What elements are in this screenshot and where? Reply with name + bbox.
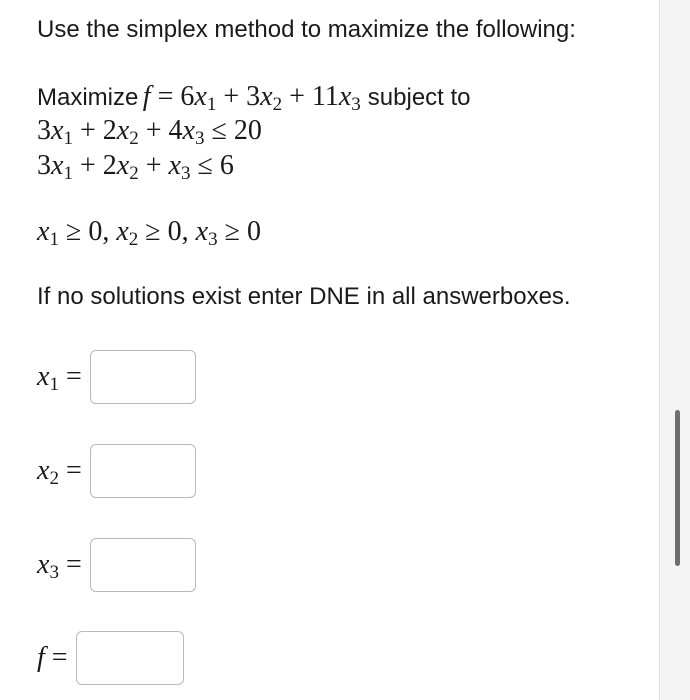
- objective-equals: =: [157, 81, 174, 112]
- nonnegativity-constraints: [37, 216, 261, 248]
- question-title: Use the simplex method to maximize the following:: [37, 16, 576, 43]
- objective-variable: f: [142, 81, 151, 112]
- objective-term-1-coef: 6: [180, 81, 195, 112]
- answer-x1-equals: =: [65, 361, 82, 392]
- answer-x2-var: x: [37, 455, 50, 486]
- answer-input-x2[interactable]: [90, 444, 196, 498]
- objective-term-2-sub: 2: [272, 93, 283, 115]
- constraint-1-term-3-sub: 3: [194, 127, 205, 149]
- nonneg-2-sub: 2: [128, 228, 139, 250]
- constraint-1-term-3-var: x: [182, 115, 195, 146]
- constraint-2: [37, 150, 234, 182]
- nonneg-1-var: x: [37, 216, 50, 247]
- constraint-2-term-1-sub: 1: [63, 162, 73, 184]
- instructions-text: If no solutions exist enter DNE in all answerboxes.: [37, 283, 571, 310]
- nonneg-2-value: 0: [167, 216, 182, 247]
- objective-plus-2: +: [289, 81, 305, 112]
- objective-function: [37, 81, 471, 113]
- nonneg-3-sub: 3: [208, 228, 218, 250]
- nonneg-3-relation: ≥: [224, 216, 240, 247]
- constraint-2-rhs: 6: [219, 150, 234, 181]
- constraint-1: [37, 115, 262, 147]
- objective-term-3-var: x: [338, 81, 352, 112]
- constraint-2-term-2-sub: 2: [129, 162, 139, 184]
- objective-prefix: Maximize: [37, 84, 139, 111]
- constraint-1-term-1-coef: 3: [37, 115, 51, 146]
- constraint-2-relation: ≤: [197, 150, 213, 181]
- constraint-1-plus-2: +: [145, 115, 162, 146]
- nonneg-1-sub: 1: [49, 228, 59, 250]
- constraint-2-term-2-var: x: [116, 150, 130, 181]
- answer-row-x3: [37, 538, 196, 592]
- nonneg-3-value: 0: [246, 216, 261, 247]
- objective-term-1-sub: 1: [206, 93, 217, 115]
- answer-label-x1: [37, 361, 82, 393]
- objective-term-2-var: x: [260, 81, 273, 112]
- answer-f-equals: =: [51, 642, 68, 673]
- nonneg-2-relation: ≥: [145, 216, 161, 247]
- nonneg-2-var: x: [116, 216, 129, 247]
- constraint-1-term-2-sub: 2: [129, 127, 139, 149]
- objective-suffix: subject to: [367, 84, 471, 111]
- answer-input-f[interactable]: [76, 631, 184, 685]
- objective-term-3-sub: 3: [351, 93, 361, 115]
- constraint-1-term-2-var: x: [116, 115, 130, 146]
- answer-f-var: f: [37, 642, 45, 673]
- answer-x3-equals: =: [65, 549, 82, 580]
- nonneg-1-value: 0: [88, 216, 103, 247]
- answer-row-x1: [37, 350, 196, 404]
- answer-label-x2: [37, 455, 82, 487]
- constraint-1-term-2-coef: 2: [102, 115, 117, 146]
- constraint-1-term-3-coef: 4: [168, 115, 183, 146]
- nonneg-3-var: x: [195, 216, 209, 247]
- scrollbar-track[interactable]: [659, 0, 690, 700]
- answer-x1-sub: 1: [49, 373, 59, 395]
- constraint-2-term-1-var: x: [51, 150, 64, 181]
- answer-row-x2: [37, 444, 196, 498]
- nonneg-2-sep: ,: [181, 216, 189, 247]
- nonneg-1-relation: ≥: [65, 216, 82, 247]
- answer-x3-sub: 3: [49, 561, 59, 583]
- answer-label-x3: [37, 549, 82, 581]
- constraint-2-term-1-coef: 3: [37, 150, 51, 181]
- constraint-2-term-3-sub: 3: [180, 162, 191, 184]
- answer-input-x3[interactable]: [90, 538, 196, 592]
- constraint-1-term-1-sub: 1: [63, 127, 73, 149]
- objective-term-1-var: x: [194, 81, 207, 112]
- scrollbar-thumb[interactable]: [675, 410, 680, 566]
- constraint-2-plus-2: +: [145, 150, 162, 181]
- constraint-1-relation: ≤: [211, 115, 227, 146]
- objective-plus-1: +: [223, 81, 240, 112]
- constraint-1-term-1-var: x: [51, 115, 64, 146]
- answer-x1-var: x: [37, 361, 50, 392]
- constraint-2-plus-1: +: [79, 150, 96, 181]
- constraint-2-term-3-var: x: [168, 150, 181, 181]
- constraint-1-rhs: 20: [233, 115, 262, 146]
- objective-term-3-coef: 11: [311, 81, 339, 112]
- answer-x3-var: x: [37, 549, 50, 580]
- answer-row-f: [37, 631, 184, 685]
- answer-x2-sub: 2: [49, 467, 59, 489]
- answer-x2-equals: =: [65, 455, 82, 486]
- nonneg-1-sep: ,: [102, 216, 110, 247]
- constraint-1-plus-1: +: [79, 115, 96, 146]
- objective-term-2-coef: 3: [246, 81, 261, 112]
- answer-label-f: [37, 642, 68, 674]
- answer-input-x1[interactable]: [90, 350, 196, 404]
- constraint-2-term-2-coef: 2: [102, 150, 117, 181]
